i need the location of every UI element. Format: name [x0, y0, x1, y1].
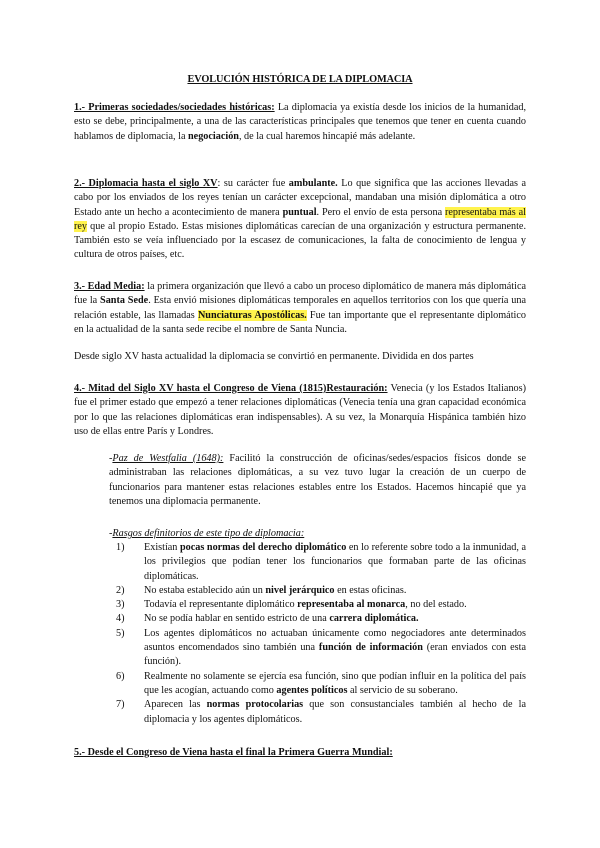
- section-2-heading: 2.- Diplomacia hasta el siglo XV: [74, 178, 218, 189]
- section-3-text-2: . Esta envió misiones diplomáticas temporales en aquellos territorios con los que quería una relación estable, las llamadas: [74, 295, 526, 321]
- section-2: [74, 177, 526, 263]
- list-item-text: Todavía el representante diplomático: [144, 599, 298, 611]
- section-2-bold-ambulante: ambulante.: [288, 178, 338, 189]
- list-item-bold: función de información: [318, 642, 423, 654]
- section-2-bold-puntual: puntual: [282, 206, 317, 218]
- section-3-text: la primera organización que llevó a cabo un proceso diplomático de manera más diplomática fue la: [74, 281, 526, 307]
- section-3: [74, 280, 526, 337]
- westfalia-paragraph: [109, 452, 526, 509]
- list-item-bold: agentes políticos: [276, 684, 348, 696]
- list-item: [116, 541, 526, 584]
- list-item: [116, 627, 526, 670]
- section-4-text: Venecia (y los Estados Italianos) fue el primer estado que empezó a tener relaciones diplomáticas (Venecia tenía una gran capacidad económica por lo que las relaciones diplomáticas eran indispensables). A su vez, la Monarquía Hispánica también hizo uso de ellas entre París y Londres.: [74, 383, 526, 437]
- list-item-bold: pocas normas del derecho diplomático: [179, 542, 347, 553]
- list-item: [116, 698, 526, 727]
- westfalia-dash: -: [109, 453, 113, 464]
- list-item-text: No se podía hablar en sentido estricto de una: [144, 613, 330, 625]
- list-item: [116, 612, 526, 626]
- list-item-text: Aparecen las: [144, 699, 207, 711]
- section-5-heading: 5.- Desde el Congreso de Viena hasta el final la Primera Guerra Mundial:: [74, 747, 393, 758]
- list-item-text-end: (eran enviados con esta función).: [144, 642, 527, 668]
- list-item-number: 4): [116, 613, 125, 625]
- section-4-heading: 4.- Mitad del Siglo XV hasta el Congreso de Viena (1815)Restauración:: [74, 383, 388, 394]
- section-2-text-3: . Pero el envío de esta persona: [316, 206, 446, 218]
- section-3-heading: 3.- Edad Media:: [74, 281, 145, 292]
- list-item-text: No estaba establecido aún un: [144, 584, 266, 596]
- list-item: [116, 670, 526, 699]
- section-4: [74, 382, 526, 439]
- list-item: [116, 598, 526, 612]
- section-5: [74, 746, 526, 760]
- section-3-highlight: Nunciaturas Apostólicas.: [197, 309, 307, 321]
- note-line: Desde siglo XV hasta actualidad la diplomacia se convirtió en permanente. Dividida en dos partes: [74, 351, 474, 362]
- section-3-bold-santa-sede: Santa Sede: [100, 295, 149, 307]
- westfalia-label: Paz de Westfalia (1648):: [112, 453, 224, 464]
- list-item-text-end: en lo referente sobre todo a la inmunidad, a los privilegios que podían tener los funcionarios que formaban parte de las oficinas diplomáticas.: [144, 542, 526, 582]
- list-item-number: 7): [116, 699, 125, 711]
- list-item-text: Existían: [144, 542, 180, 553]
- list-item-number: 5): [116, 627, 125, 639]
- section-1-bold: negociación: [188, 130, 239, 142]
- rasgos-list: [116, 541, 526, 727]
- rasgos-heading: [109, 527, 526, 541]
- section-3-text-3: Fue tan importante que el representante diplomático en la actualidad de la santa sede recibe el nombre de Santa Nuncia.: [74, 309, 526, 335]
- list-item-number: 2): [116, 584, 125, 596]
- section-2-text: : su carácter fue: [217, 178, 289, 189]
- westfalia-text: Facilitó la construcción de oficinas/sedes/espacios físicos donde se administraban las relaciones diplomáticas, a su vez tuvo lugar la creación de un cuerpo de funcionarios para mantener estas relaciones estables entre los Estados. Hacemos hincapié que ya tenemos una diplomacia permanente.: [109, 453, 526, 507]
- list-item-text-end: en estas oficinas.: [334, 584, 407, 596]
- section-2-text-2: Lo que significa que las acciones llevadas a cabo por los enviados de los reyes tenían un carácter excepcional, mandaban una misión diplomática a otro Estado ante un hecho a acontecimiento de manera: [74, 178, 527, 218]
- section-1: [74, 101, 526, 144]
- list-item: [116, 584, 526, 598]
- list-item-number: 1): [116, 542, 125, 553]
- list-item-text-end: , no del estado.: [405, 599, 467, 611]
- section-2-text-4: que al propio Estado. Estas misiones diplomáticas carecían de una organización y estructura permanente. También esto se veía influenciado por la escasez de comunicaciones, la falta de conocimiento de lengua y cultura de otros países, etc.: [74, 220, 526, 261]
- list-item-bold: representaba al monarca: [297, 599, 406, 611]
- section-1-heading: 1.- Primeras sociedades/sociedades históricas:: [74, 102, 275, 113]
- page-title: EVOLUCIÓN HISTÓRICA DE LA DIPLOMACIA: [187, 74, 413, 85]
- list-item-text: Realmente no solamente se ejercía esa función, sino que podían influir en la política del país que les acogían, actuando como: [144, 670, 526, 696]
- list-item-text: Los agentes diplomáticos no actuaban únicamente como negociadores ante determinados asuntos encomendados sino también una: [144, 627, 526, 654]
- list-item-bold: nivel jerárquico: [265, 584, 335, 596]
- list-item-bold: carrera diplomática.: [329, 613, 419, 625]
- section-2-highlight: representaba más al rey: [74, 206, 526, 232]
- section-1-text: La diplomacia ya existía desde los inicios de la humanidad, esto se debe, principalmente, a una de las características principales que tenemos que tener en cuenta cuando hablamos de diplomacia, la: [74, 102, 526, 142]
- list-item-bold: normas protocolarias: [206, 699, 304, 711]
- section-1-text-end: , de la cual haremos hincapié más adelante.: [238, 130, 416, 142]
- list-item-text-end: que son consustanciales también al hecho de la diplomacia y los agentes diplomáticos.: [144, 699, 527, 725]
- rasgos-label: Rasgos definitorios de este tipo de diplomacia:: [112, 528, 305, 539]
- rasgos-dash: -: [109, 528, 113, 539]
- list-item-number: 3): [116, 599, 125, 611]
- list-item-number: 6): [116, 670, 125, 682]
- list-item-text-end: al servicio de su soberano.: [347, 684, 458, 696]
